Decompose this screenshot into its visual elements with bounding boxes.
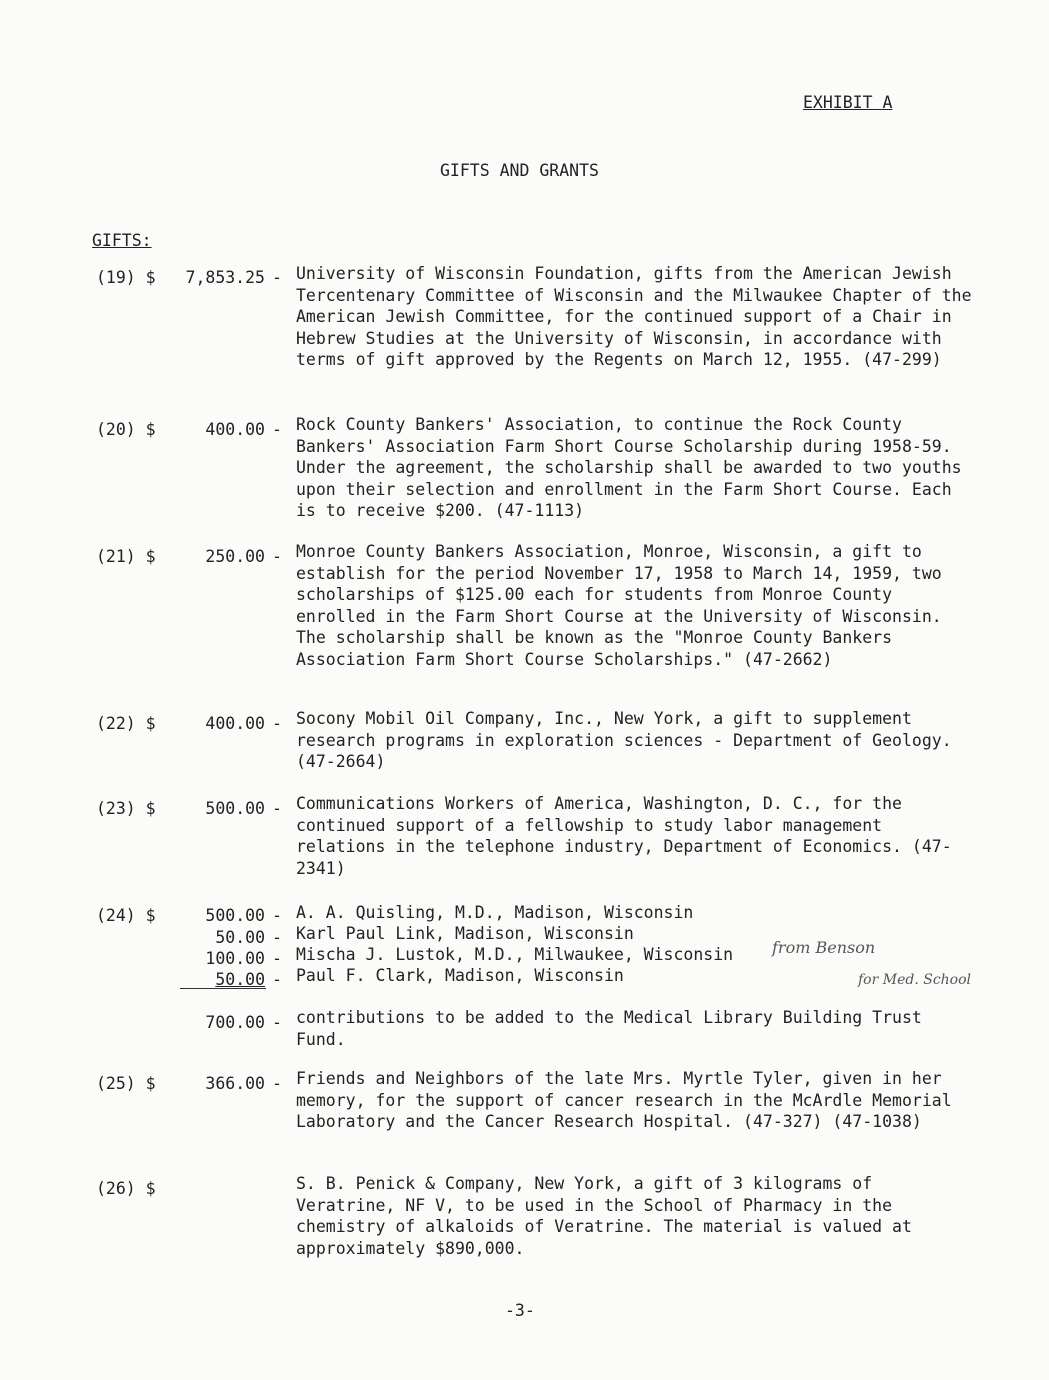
entry-amount: 50.00 xyxy=(215,970,265,989)
entry-text: Paul F. Clark, Madison, Wisconsin xyxy=(296,966,624,985)
entry-number: (26) $ xyxy=(96,1179,156,1198)
entry-number: (20) $ xyxy=(96,420,156,439)
entry-dash: - xyxy=(272,906,282,925)
handwritten-note: from Benson xyxy=(772,938,876,957)
entry-dash: - xyxy=(272,420,282,439)
entry-amount: 500.00 xyxy=(205,799,265,818)
entry-dash: - xyxy=(272,799,282,818)
entry-text: S. B. Penick & Company, New York, a gift of 3 kilograms of Veratrine, NF V, to be used in the School of Pharmacy in the chemistry of alkaloids of Veratrine. The material is valued at approximately $890,000. xyxy=(296,1174,912,1258)
entry-dash: - xyxy=(272,928,282,947)
entry-amount: 366.00 xyxy=(205,1074,265,1093)
section-heading: GIFTS: xyxy=(92,231,152,250)
exhibit-label: EXHIBIT A xyxy=(803,93,893,112)
entry-text: Rock County Bankers' Association, to continue the Rock County Bankers' Association Farm Short Course Scholarship during 1958-59. Under the agreement, the scholarship shall be awarded to two youths upon their selection and enrollment in the Farm Short Course. Each is to receive $200. (47-1113) xyxy=(296,415,962,521)
entry-text: University of Wisconsin Foundation, gifts from the American Jewish Tercentenary Committee of Wisconsin and the Milwaukee Chapter of the American Jewish Committee, for the continued support of a Chair in Hebrew Studies at the University of Wisconsin, in accordance with terms of gift approved by the Regents on March 12, 1955. (47-299) xyxy=(296,264,972,370)
entry-dash: - xyxy=(272,1074,282,1093)
entry-number: (19) $ xyxy=(96,268,156,287)
entry-text: Communications Workers of America, Washington, D. C., for the continued support of a fellowship to study labor management relations in the telephone industry, Department of Economics. (47-2341) xyxy=(296,794,952,878)
entry-text: contributions to be added to the Medical Library Building Trust Fund. xyxy=(296,1008,922,1049)
entry-amount: 400.00 xyxy=(205,714,265,733)
entry-amount: 400.00 xyxy=(205,420,265,439)
entry-text: Monroe County Bankers Association, Monroe, Wisconsin, a gift to establish for the period November 17, 1958 to March 14, 1959, two scholarships of $125.00 each for students from Monroe County enrolled in the Farm Short Course at the University of Wisconsin. The scholarship shall be known as the "Monroe County Bankers Association Farm Short Course Scholarships." (47-2662) xyxy=(296,542,942,669)
entry-amount: 50.00 xyxy=(215,928,265,947)
entry-amount: 7,853.25 xyxy=(185,268,265,287)
page-title: GIFTS AND GRANTS xyxy=(440,161,599,180)
entry-dash: - xyxy=(272,547,282,566)
entry-text: Mischa J. Lustok, M.D., Milwaukee, Wisconsin xyxy=(296,945,734,964)
entry-number: (22) $ xyxy=(96,714,156,733)
entry-amount: 500.00 xyxy=(205,906,265,925)
entry-text: A. A. Quisling, M.D., Madison, Wisconsin xyxy=(296,903,694,922)
entry-number: (23) $ xyxy=(96,799,156,818)
entry-text: Karl Paul Link, Madison, Wisconsin xyxy=(296,924,634,943)
entry-number: (24) $ xyxy=(96,906,156,925)
entry-text: Friends and Neighbors of the late Mrs. Myrtle Tyler, given in her memory, for the support of cancer research in the McArdle Memorial Laboratory and the Cancer Research Hospital. (47-327) (47-1038) xyxy=(296,1069,952,1132)
handwritten-note: for Med. School xyxy=(858,972,972,988)
page-number: -3- xyxy=(505,1301,535,1320)
entry-dash: - xyxy=(272,268,282,287)
entry-number: (25) $ xyxy=(96,1074,156,1093)
entry-amount: 100.00 xyxy=(205,949,265,968)
entry-amount: 250.00 xyxy=(205,547,265,566)
entry-dash: - xyxy=(272,1013,282,1032)
entry-dash: - xyxy=(272,970,282,989)
entry-text: Socony Mobil Oil Company, Inc., New York, a gift to supplement research programs in exploration sciences - Department of Geology. (47-2664) xyxy=(296,709,952,772)
sum-rule xyxy=(180,988,266,989)
entry-number: (21) $ xyxy=(96,547,156,566)
entry-dash: - xyxy=(272,949,282,968)
total-amount: 700.00 xyxy=(205,1013,265,1032)
entry-dash: - xyxy=(272,714,282,733)
